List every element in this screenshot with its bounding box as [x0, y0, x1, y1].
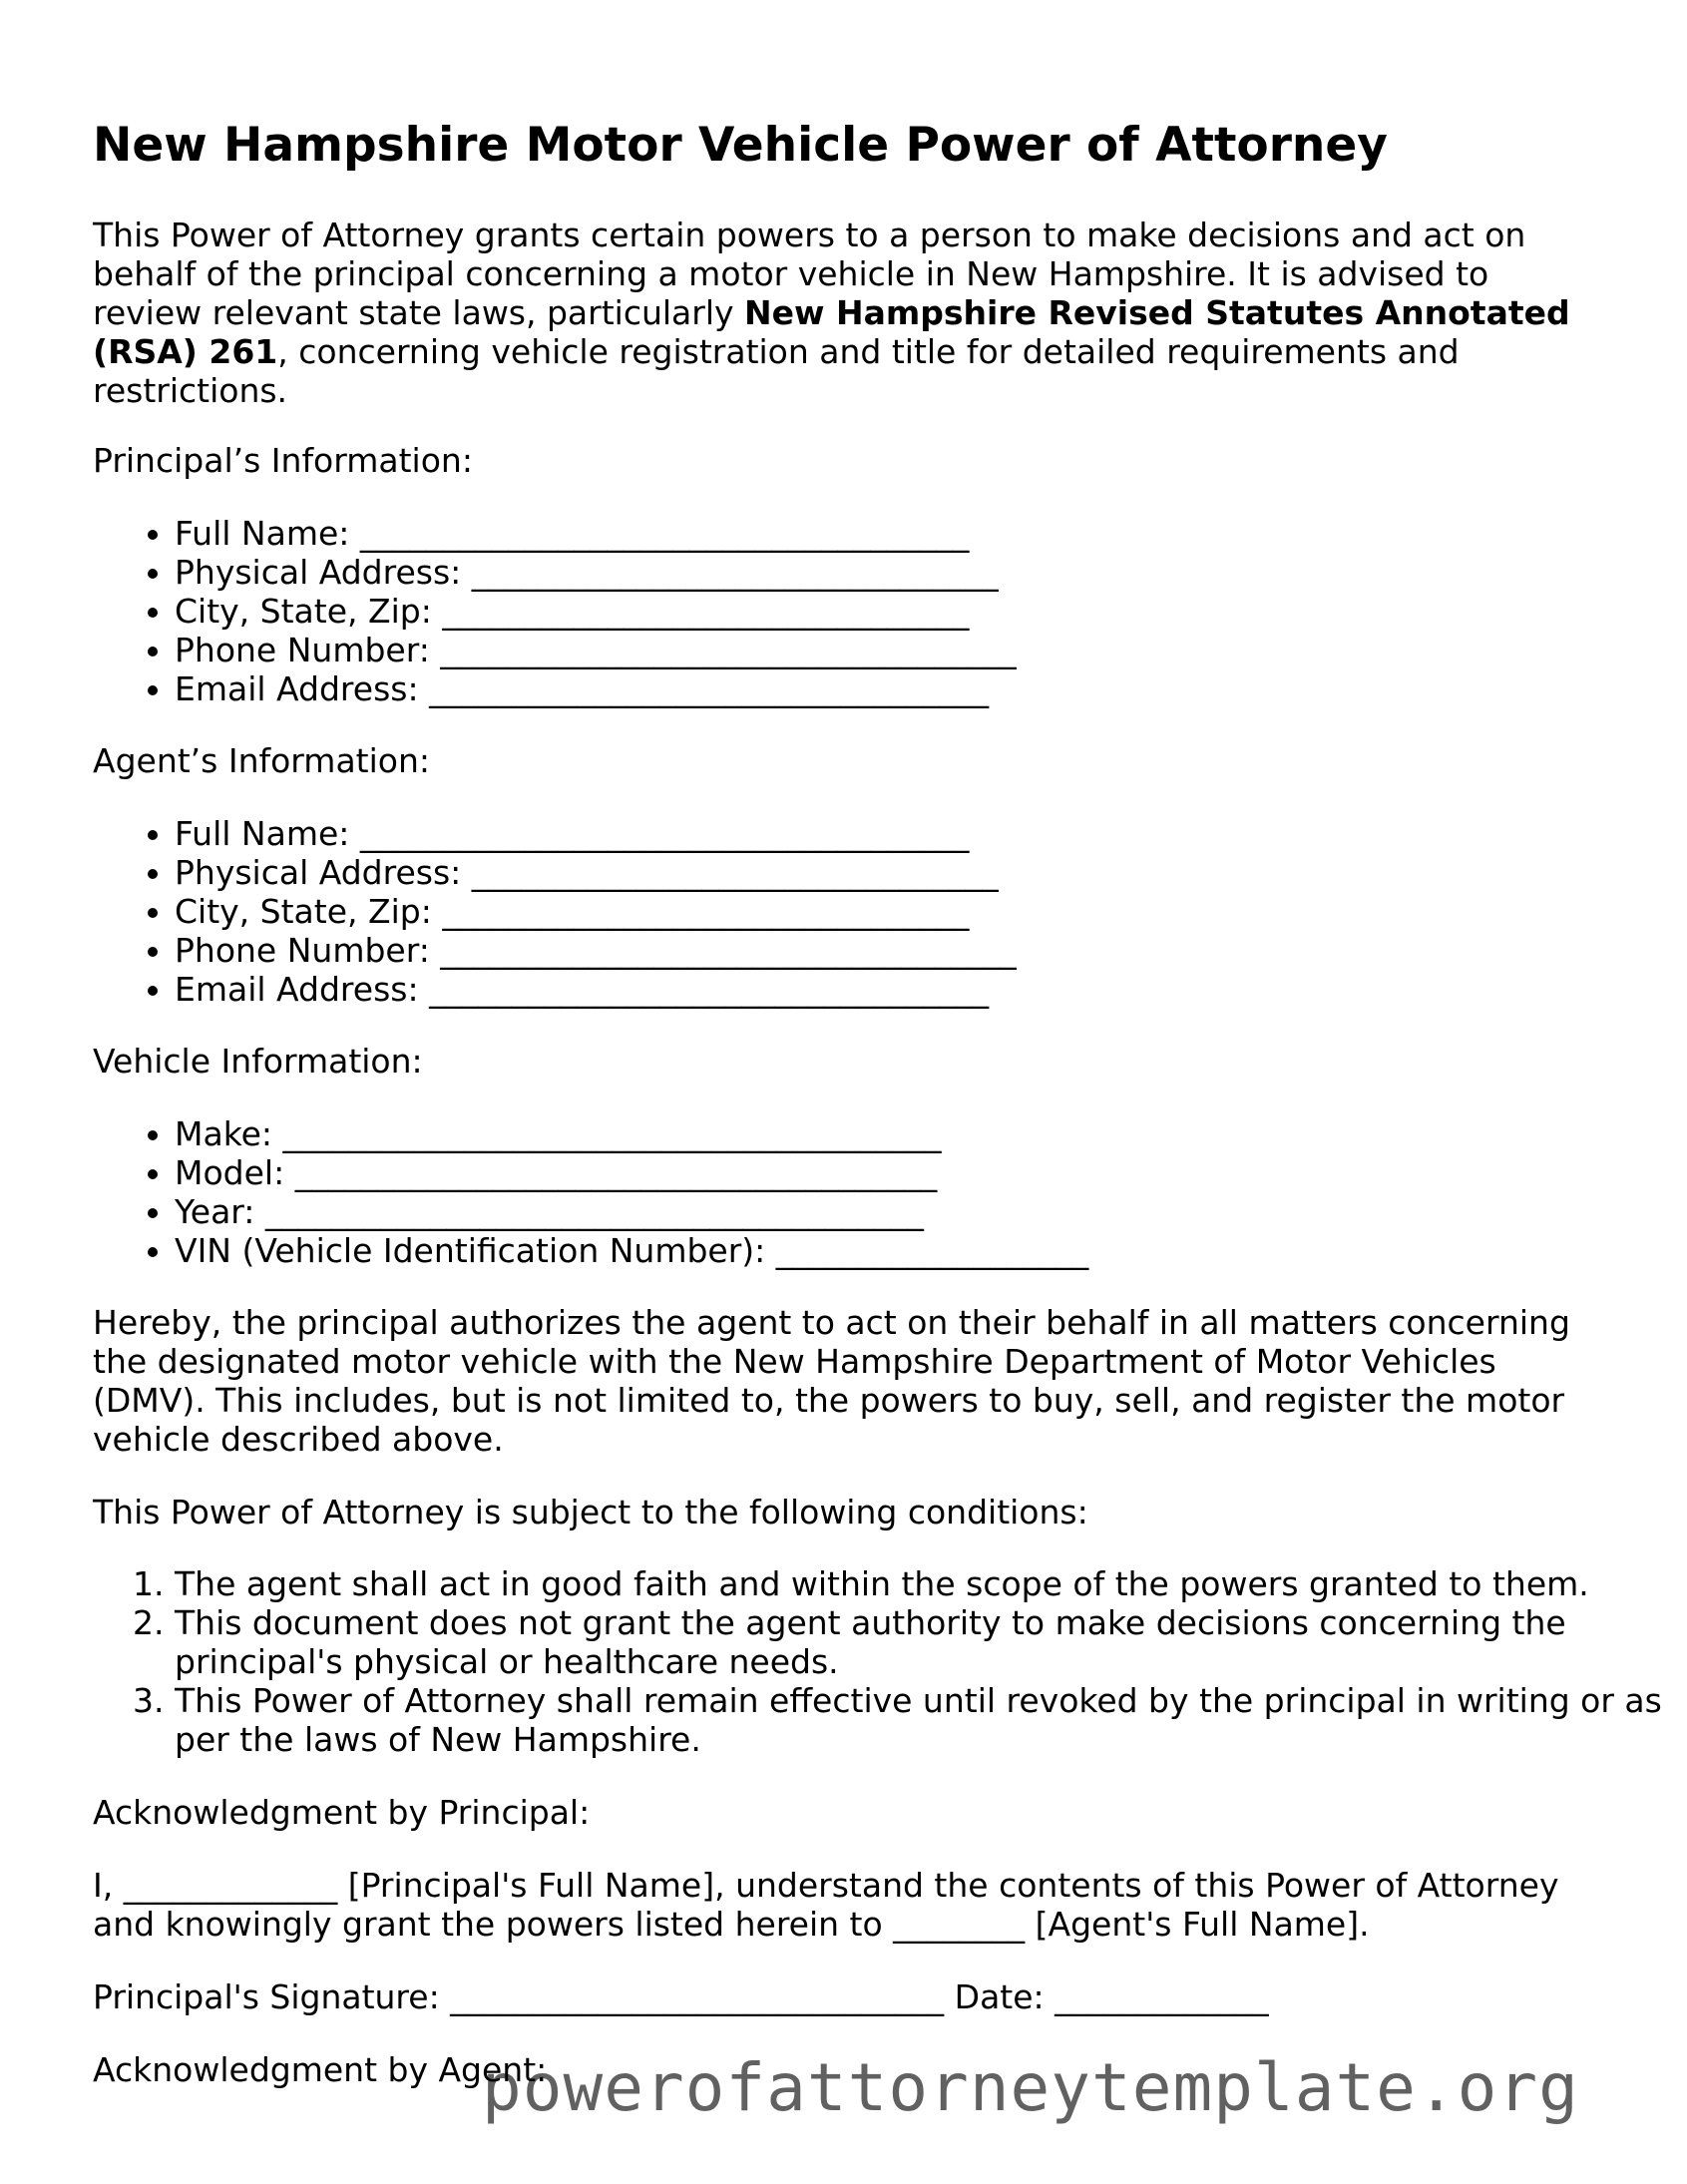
agent-city-field[interactable]: • City, State, Zip: ________________________________	[175, 892, 1017, 931]
vehicle-make-field[interactable]: • Make: ________________________________________	[175, 1114, 1088, 1153]
intro-paragraph	[93, 216, 1589, 410]
principal-fields	[93, 514, 1017, 708]
acknowledgment-principal-line-2: and knowingly grant the powers listed herein to ________ [Agent's Full Name].	[93, 1905, 1370, 1944]
agent-address-field[interactable]: • Physical Address: ________________________________	[175, 853, 1017, 892]
principal-full-name-field[interactable]: • Full Name: _____________________________________	[175, 514, 1017, 553]
acknowledgment-principal-heading: Acknowledgment by Principal:	[93, 1793, 591, 1832]
intro-statute: New Hampshire Revised Statutes Annotated (RSA) 261	[93, 293, 1570, 371]
principal-email-field[interactable]: • Email Address: __________________________________	[175, 669, 1017, 708]
agent-phone-field[interactable]: • Phone Number: ___________________________________	[175, 931, 1017, 970]
page-title: New Hampshire Motor Vehicle Power of Attorney	[93, 118, 1388, 173]
agent-heading: Agent’s Information:	[93, 741, 430, 780]
vehicle-heading: Vehicle Information:	[93, 1042, 423, 1081]
acknowledgment-agent-heading: Acknowledgment by Agent:	[93, 2050, 548, 2089]
principal-city-field[interactable]: • City, State, Zip: ________________________________	[175, 592, 1017, 631]
agent-fields	[93, 814, 1017, 1009]
vehicle-year-field[interactable]: • Year: ________________________________________	[175, 1192, 1088, 1231]
vehicle-model-field[interactable]: • Model: _______________________________________	[175, 1153, 1088, 1192]
intro-text: This Power of Attorney grants certain powers to a person to make decisions and act on behalf of the principal concerning a motor vehicle in New Hampshire. It is advised to review relevant state laws, particularly	[93, 216, 1526, 332]
watermark: powerofattorneytemplate.org	[482, 2049, 1579, 2126]
vehicle-fields	[93, 1114, 1088, 1270]
principal-heading: Principal’s Information:	[93, 441, 473, 480]
conditions-heading: This Power of Attorney is subject to the following conditions:	[93, 1493, 1088, 1531]
acknowledgment-principal-line-1: I, _____________ [Principal's Full Name], understand the contents of this Power of Attorney	[93, 1866, 1559, 1905]
authorization-paragraph: Hereby, the principal authorizes the agent to act on their behalf in all matters concerning the designated motor vehicle with the New Hampshire Department of Motor Vehicles (DMV). This includes, but is not limited to, the powers to buy, sell, and register the motor vehicle described above.	[93, 1303, 1570, 1459]
condition-item: 1. The agent shall act in good faith and within the scope of the powers granted to them.	[175, 1564, 1681, 1603]
principal-address-field[interactable]: • Physical Address: ________________________________	[175, 553, 1017, 592]
intro-text-end: , concerning vehicle registration and title for detailed requirements and restrictions.	[93, 332, 1460, 410]
agent-email-field[interactable]: • Email Address: __________________________________	[175, 970, 1017, 1009]
conditions-list	[93, 1564, 1681, 1759]
principal-signature-line[interactable]: Principal's Signature: ______________________________ Date: _____________	[93, 1977, 1269, 2016]
vehicle-vin-field[interactable]: • VIN (Vehicle Identification Number): ___________________	[175, 1231, 1088, 1270]
condition-item: 3. This Power of Attorney shall remain effective until revoked by the principal in writing or as per the laws of New Hampshire.	[175, 1681, 1681, 1759]
agent-full-name-field[interactable]: • Full Name: _____________________________________	[175, 814, 1017, 853]
condition-item: 2. This document does not grant the agent authority to make decisions concerning the principal's physical or healthcare needs.	[175, 1603, 1681, 1681]
principal-phone-field[interactable]: • Phone Number: ___________________________________	[175, 631, 1017, 669]
